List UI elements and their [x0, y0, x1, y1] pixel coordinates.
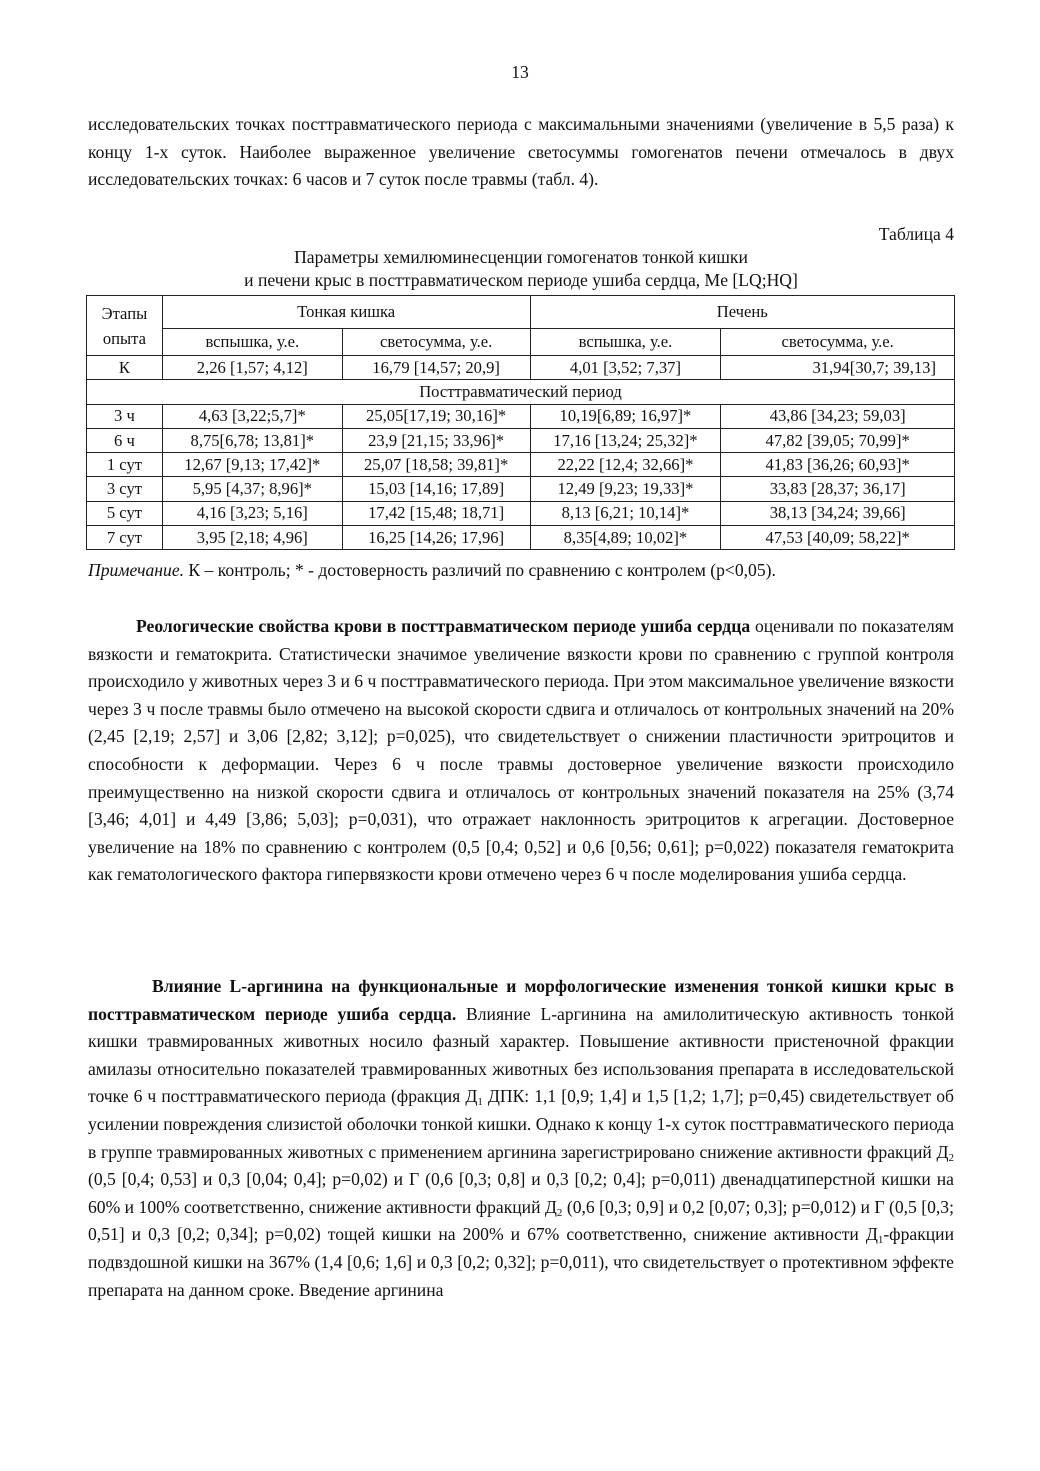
- paragraph-text: Влияние L-аргинина на амилолитическую активность тонкой кишки травмированных животных носило фазный характер. Повышение активности пристеночной фракции амилазы относительно показателей травмированных животных без использования препарата в исследовательской точке 6 ч посттравматического периода (фракция Д: [88, 1003, 954, 1107]
- table-row-control: [87, 356, 955, 380]
- table-row: [87, 501, 955, 525]
- table-cell: 17,42 [15,48; 18,71]: [342, 501, 530, 525]
- table-cell: 31,94[30,7; 39,13]: [721, 356, 955, 380]
- table-cell: 47,53 [40,09; 58,22]*: [721, 526, 955, 550]
- group-header-liver: Печень: [530, 296, 954, 329]
- subscript: 1: [877, 1234, 884, 1247]
- table-cell: 2,26 [1,57; 4,12]: [162, 356, 342, 380]
- page-number: 13: [511, 62, 529, 82]
- table-subheader-row: [87, 329, 955, 356]
- table-cell: 25,05[17,19; 30,16]*: [342, 404, 530, 428]
- paragraph-text: -фракции подвздошной кишки на 367% (1,4 [0,6; 1,6] и 0,3 [0,2; 0,32]; p=0,011), что свидетельствует о протективном эффекте препарата на данном сроке. Введение аргинина: [88, 1224, 954, 1300]
- paragraph-text: ДПК: 1,1 [0,9; 1,4] и 1,5 [1,2; 1,7]; p=0,45) свидетельствует об усилении повреждения слизистой оболочки тонкой кишки. Однако к концу 1-х суток посттравматического периода в группе травмированных животных с применением аргинина зарегистрировано снижение активности фракций Д: [88, 1086, 955, 1162]
- section-label: Посттравматический период: [87, 380, 955, 404]
- table-caption-line-2: и печени крыс в посттравматическом периоде ушиба сердца, Me [LQ;HQ]: [244, 270, 798, 290]
- table-cell: 47,82 [39,05; 70,99]*: [721, 428, 955, 452]
- table-cell: 16,25 [14,26; 17,96]: [342, 526, 530, 550]
- table-section-row: [87, 380, 955, 404]
- table-cell: 5,95 [4,37; 8,96]*: [162, 477, 342, 501]
- subheader-flash-liver: вспышка, у.е.: [530, 329, 721, 356]
- table-cell: 33,83 [28,37; 36,17]: [721, 477, 955, 501]
- table-cell-stage: 1 сут: [87, 453, 163, 477]
- subheader-flash-intestine: вспышка, у.е.: [162, 329, 342, 356]
- chemiluminescence-table: [86, 295, 955, 550]
- table-cell-stage: 6 ч: [87, 428, 163, 452]
- table-cell-stage: 3 сут: [87, 477, 163, 501]
- table-cell-stage: 5 сут: [87, 501, 163, 525]
- paragraph-rheology: [88, 613, 954, 889]
- table-cell: 4,63 [3,22;5,7]*: [162, 404, 342, 428]
- table-cell: 25,07 [18,58; 39,81]*: [342, 453, 530, 477]
- table-cell: 41,83 [36,26; 60,93]*: [721, 453, 955, 477]
- table-cell: 12,67 [9,13; 17,42]*: [162, 453, 342, 477]
- table-cell-stage: 3 ч: [87, 404, 163, 428]
- section-heading-arginine: Влияние L-аргинина на функциональные и морфологические изменения тонкой кишки крыс в посттравматическом периоде ушиба сердца.: [88, 976, 954, 1024]
- table-cell: 16,79 [14,57; 20,9]: [342, 356, 530, 380]
- table-cell: 4,16 [3,23; 5,16]: [162, 501, 342, 525]
- table-cell: 3,95 [2,18; 4,96]: [162, 526, 342, 550]
- table-cell: 12,49 [9,23; 19,33]*: [530, 477, 721, 501]
- table-cell: 38,13 [34,24; 39,66]: [721, 501, 955, 525]
- table-cell: 15,03 [14,16; 17,89]: [342, 477, 530, 501]
- subheader-lightsum-intestine: светосумма, у.е.: [342, 329, 530, 356]
- table-row: [87, 453, 955, 477]
- table-cell-stage: К: [87, 356, 163, 380]
- table-cell: 4,01 [3,52; 7,37]: [530, 356, 721, 380]
- table-header-row: [87, 296, 955, 329]
- table-cell: 17,16 [13,24; 25,32]*: [530, 428, 721, 452]
- table-cell: 8,13 [6,21; 10,14]*: [530, 501, 721, 525]
- subscript: 2: [948, 1151, 954, 1164]
- paragraph-text: оценивали по показателям вязкости и гематокрита. Статистически значимое увеличение вязкости крови по сравнению с группой контроля происходило у животных через 3 и 6 ч посттравматического периода. При этом максимальное увеличение вязкости через 3 ч после травмы было отмечено на высокой скорости сдвига и отличалось от контрольных значений на 20% (2,45 [2,19; 2,57] и 3,06 [2,82; 3,12]; p=0,025), что свидетельствует о снижении пластичности эритроцитов и способности к деформации. Через 6 ч после травмы достоверное увеличение вязкости происходило преимущественно на низкой скорости сдвига и отличалось от контрольных значений показателя на 25% (3,74 [3,46; 4,01] и 4,49 [3,86; 5,03]; p=0,031), что отражает наклонность эритроцитов к агрегации. Достоверное увеличение на 18% по сравнению с контролем (0,5 [0,4; 0,52] и 0,6 [0,56; 0,61]; p=0,022) показателя гематокрита как гематологического фактора гипервязкости крови отмечено через 6 ч после моделирования ушиба сердца.: [88, 616, 955, 885]
- subscript: 2: [556, 1206, 563, 1219]
- paragraph-intro: [88, 111, 954, 194]
- table-caption-line-1: Параметры хемилюминесценции гомогенатов тонкой кишки: [294, 247, 748, 267]
- note-text: К – контроль; * - достоверность различий по сравнению с контролем (p<0,05).: [184, 560, 776, 580]
- paragraph-text: (0,6 [0,3; 0,9] и 0,2 [0,07; 0,3]; p=0,012) и Г (0,5 [0,3; 0,51] и 0,3 [0,2; 0,34]; p=0,02) тощей кишки на 200% и 67% соответственно, снижение активности Д: [88, 1196, 954, 1245]
- paragraph-arginine: [88, 973, 954, 1304]
- paragraph-text: (0,5 [0,4; 0,53] и 0,3 [0,04; 0,4]; p=0,02) и Г (0,6 [0,3; 0,8] и 0,3 [0,2; 0,4]; p=0,011) двенадцатиперстной кишки на 60% и 100% соответственно, снижение активности фракций Д: [88, 1169, 954, 1217]
- group-header-intestine: Тонкая кишка: [162, 296, 530, 329]
- table-cell: 23,9 [21,15; 33,96]*: [342, 428, 530, 452]
- table-cell: 10,19[6,89; 16,97]*: [530, 404, 721, 428]
- table-cell-stage: 7 сут: [87, 526, 163, 550]
- subheader-lightsum-liver: светосумма, у.е.: [721, 329, 955, 356]
- note-label: Примечание.: [88, 560, 185, 580]
- table-row: [87, 526, 955, 550]
- section-heading-rheology: Реологические свойства крови в посттравматическом периоде ушиба сердца: [136, 616, 751, 636]
- table-caption: [88, 246, 954, 292]
- table-number-label: Таблица 4: [878, 224, 954, 244]
- table-cell: 8,35[4,89; 10,02]*: [530, 526, 721, 550]
- table-cell: 43,86 [34,23; 59,03]: [721, 404, 955, 428]
- table-row: [87, 404, 955, 428]
- paragraph-text: исследовательских точках посттравматического периода с максимальными значениями (увеличение в 5,5 раза) к концу 1-х суток. Наиболее выраженное увеличение светосуммы гомогенатов печени отмечалось в двух исследовательских точках: 6 часов и 7 суток после травмы (табл. 4).: [88, 114, 954, 190]
- subscript: 1: [477, 1096, 483, 1109]
- table-row: [87, 428, 955, 452]
- table-cell: 22,22 [12,4; 32,66]*: [530, 453, 721, 477]
- stage-header: Этапы опыта: [87, 296, 163, 356]
- table-cell: 8,75[6,78; 13,81]*: [162, 428, 342, 452]
- table-row: [87, 477, 955, 501]
- table-note: [88, 560, 776, 581]
